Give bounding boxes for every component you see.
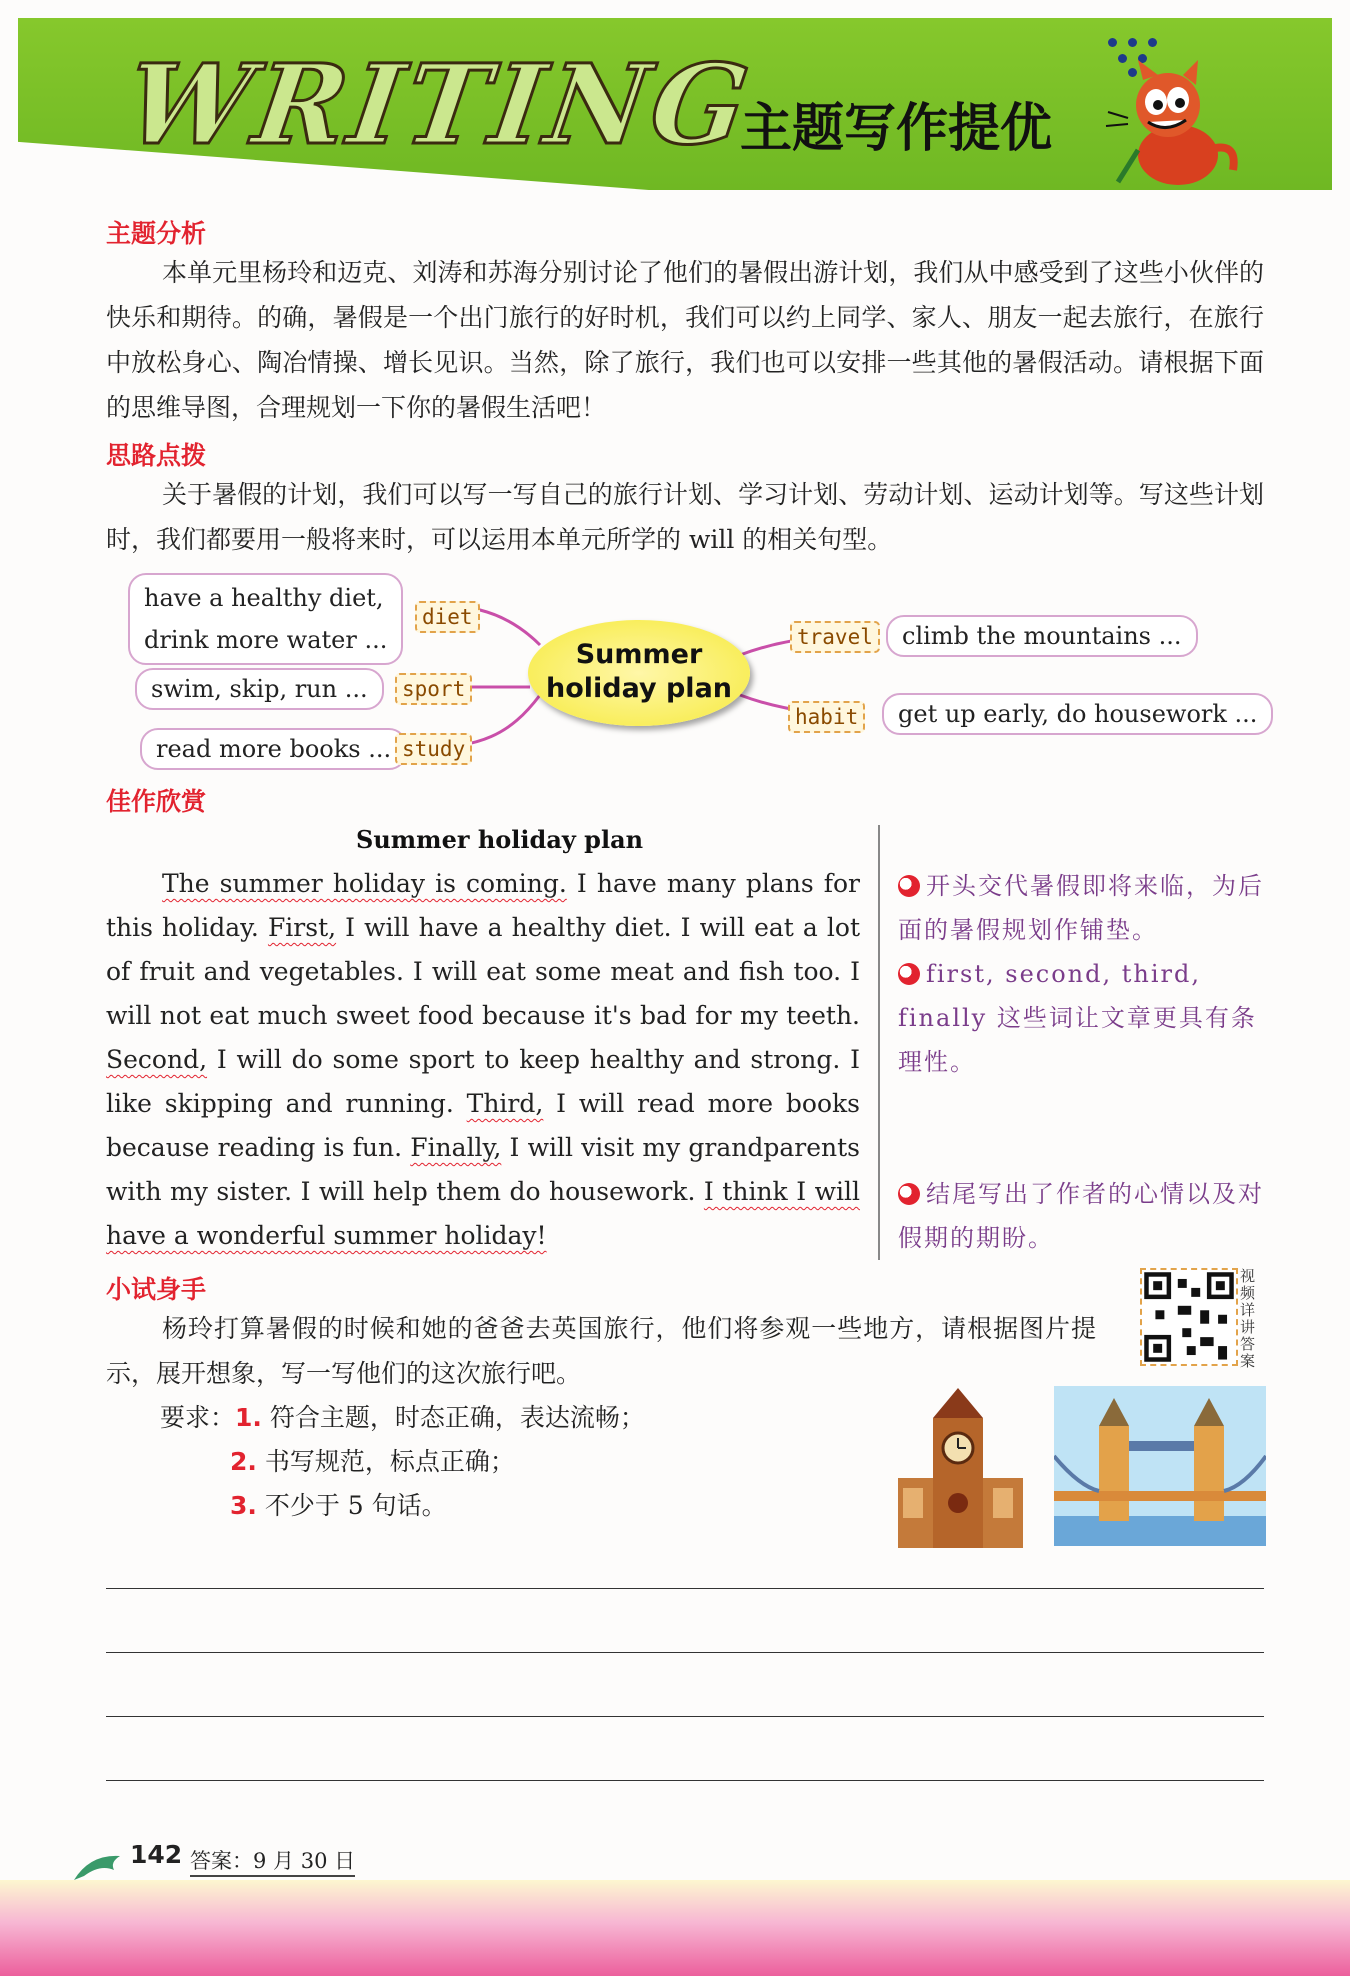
note-bullet-icon [898, 875, 920, 897]
essay-body: The summer holiday is coming. I have many plans for this holiday. First, I will have a healthy diet. I will eat a lot of fruit and vegetables. I will eat some meat and fish too. I will not eat much sweet food because it's bad for my teeth. Second, I will do some sport to keep healthy and strong. I like skipping and running. Third, I will read more books because reading is fun. Finally, I will visit my grandparents with my sister. I will help them do housework. I think I will have a wonderful summer holiday! [106, 869, 860, 1250]
section-heading-sample: 佳作欣赏 [106, 787, 207, 816]
section-heading-try: 小试身手 [106, 1275, 207, 1304]
writing-logo: WRITING [118, 40, 760, 169]
requirement-2: 2. 书写规范，标点正确； [230, 1447, 515, 1476]
transition-first: First, [267, 913, 337, 942]
mind-map [120, 565, 1260, 775]
sport-box: swim, skip, run ... [135, 668, 384, 710]
try-intro: 杨玲打算暑假的时候和她的爸爸去英国旅行，他们将参观一些地方，请根据图片提示，展开想象，写一写他们的这次旅行吧。 [106, 1314, 1096, 1388]
diet-box: have a healthy diet, drink more water ... [128, 573, 403, 665]
writing-line[interactable] [106, 1716, 1264, 1717]
big-ben-picture [888, 1388, 1033, 1548]
writing-line[interactable] [106, 1780, 1264, 1781]
transition-finally: Finally, [410, 1133, 502, 1162]
note-opening: 开头交代暑假即将来临，为后面的暑假规划作铺垫。 [898, 872, 1264, 944]
transition-third: Third, [466, 1089, 544, 1118]
divider-line [878, 825, 880, 1260]
note-bullet-icon [898, 1183, 920, 1205]
transition-second: Second, [106, 1045, 208, 1074]
page-title: 主题写作提优 [740, 99, 1053, 159]
study-tag: study [395, 733, 472, 765]
note-transitions: first, second, third, finally 这些词让文章更具有条理性。 [898, 960, 1257, 1076]
essay-title: Summer holiday plan [356, 825, 644, 854]
tower-bridge-picture [1054, 1386, 1266, 1546]
section-heading-analysis: 主题分析 [106, 219, 207, 248]
answer-date: 答案：9 月 30 日 [190, 1845, 355, 1877]
mind-map-center: Summer holiday plan [528, 620, 750, 726]
requirement-3: 3. 不少于 5 句话。 [230, 1491, 447, 1520]
travel-tag: travel [790, 621, 880, 653]
note-bullet-icon [898, 963, 920, 985]
study-box: read more books ... [140, 728, 407, 770]
cat-mascot-icon [1098, 60, 1248, 190]
writing-line[interactable] [106, 1588, 1264, 1589]
bottom-decoration [0, 1880, 1350, 1976]
section-heading-tips: 思路点拨 [106, 441, 207, 470]
requirement-1: 要求：1. 符合主题，时态正确，表达流畅； [160, 1403, 645, 1432]
essay-closing: I think I will have a wonderful summer holiday! [106, 1177, 860, 1250]
travel-box: climb the mountains ... [886, 615, 1198, 657]
diet-tag: diet [415, 601, 480, 633]
analysis-paragraph: 本单元里杨玲和迈克、刘涛和苏海分别讨论了他们的暑假出游计划，我们从中感受到了这些小伙伴的快乐和期待。的确，暑假是一个出门旅行的好时机，我们可以约上同学、家人、朋友一起去旅行，在旅行中放松身心、陶冶情操、增长见识。当然，除了旅行，我们也可以安排一些其他的暑假活动。请根据下面的思维导图，合理规划一下你的暑假生活吧！ [106, 258, 1264, 422]
qr-label: 视频详讲答案 [1240, 1267, 1256, 1370]
page-number: 142 [130, 1840, 183, 1869]
sport-tag: sport [395, 673, 472, 705]
note-closing: 结尾写出了作者的心情以及对假期的期盼。 [898, 1180, 1264, 1252]
habit-box: get up early, do housework ... [882, 693, 1273, 735]
habit-tag: habit [788, 701, 865, 733]
tips-paragraph: 关于暑假的计划，我们可以写一写自己的旅行计划、学习计划、劳动计划、运动计划等。写这些计划时，我们都要用一般将来时，可以运用本单元所学的 will 的相关句型。 [106, 480, 1264, 554]
writing-line[interactable] [106, 1652, 1264, 1653]
essay-opening: The summer holiday is coming. [162, 869, 567, 898]
qr-code-icon[interactable] [1140, 1268, 1238, 1366]
